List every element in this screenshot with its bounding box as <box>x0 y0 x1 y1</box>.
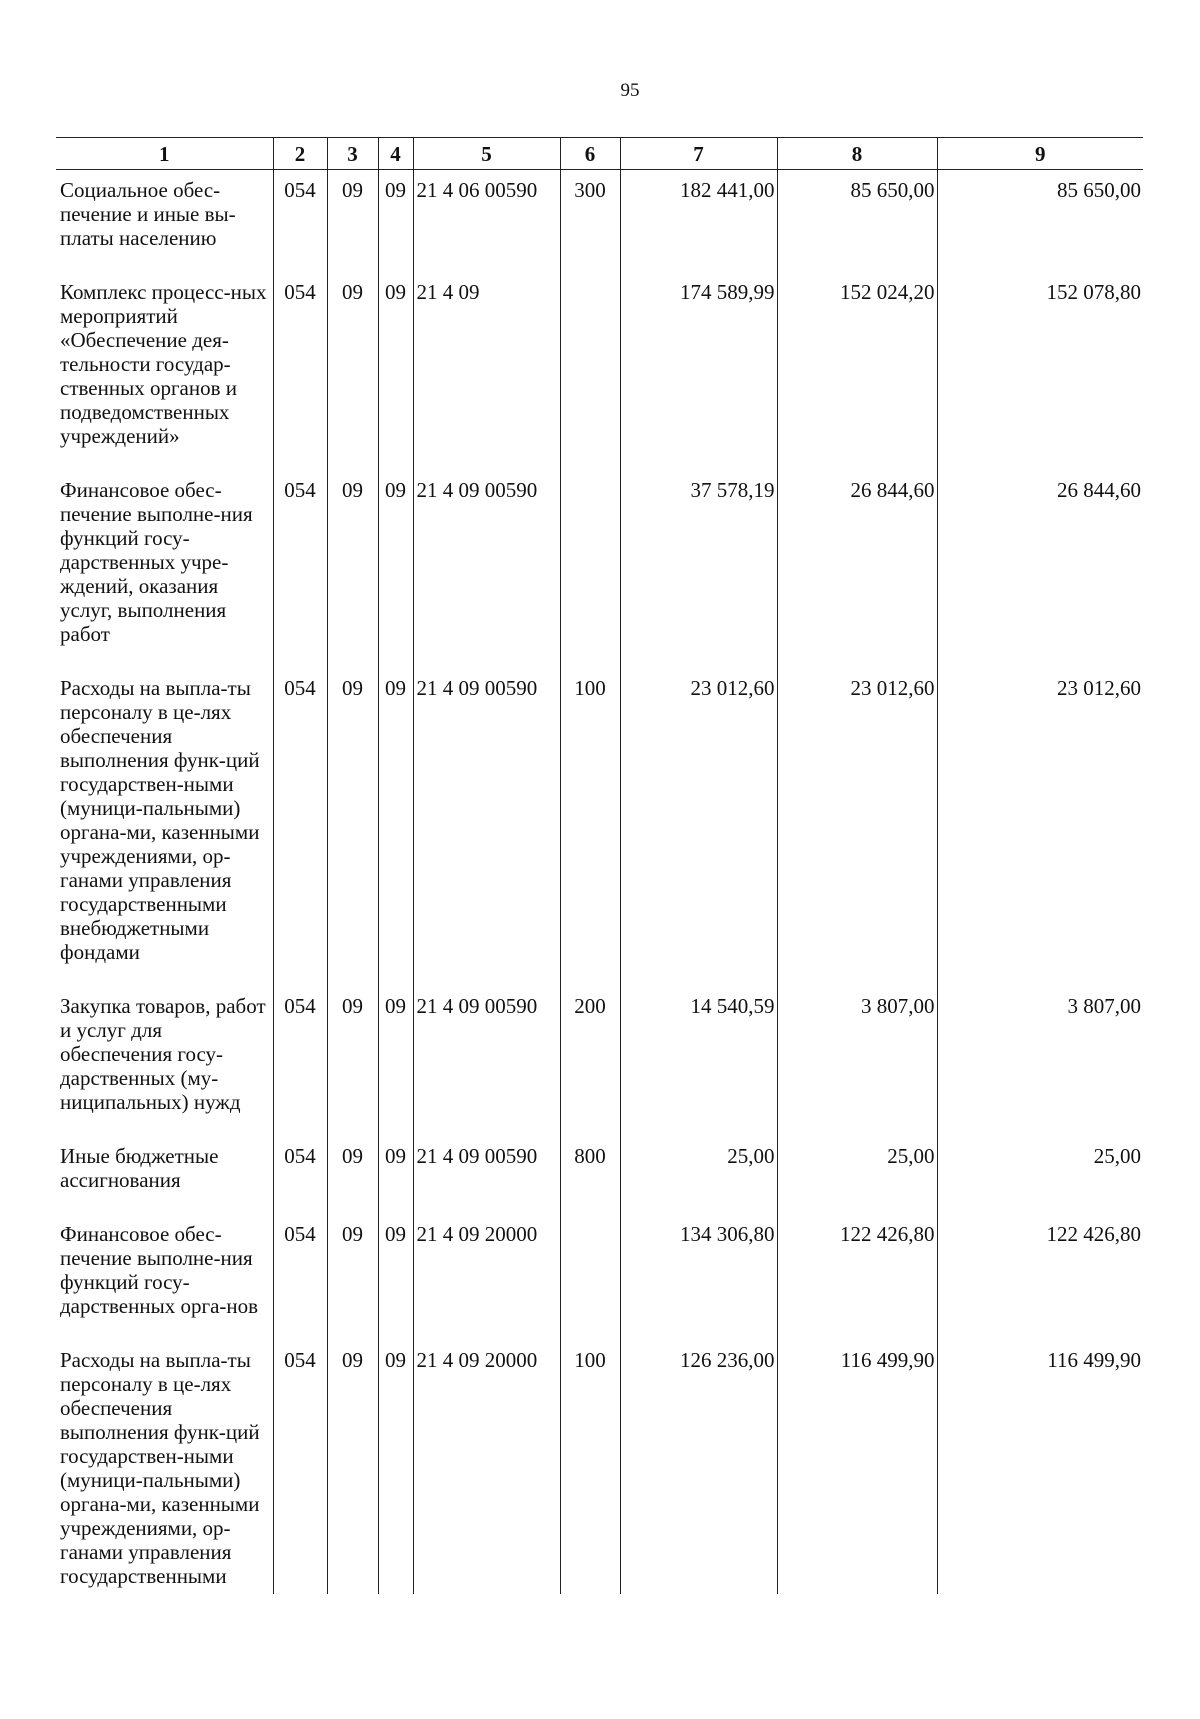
table-row <box>56 1340 1143 1594</box>
col-target-article: 21 4 09 20000 <box>413 1214 560 1340</box>
table-row <box>56 470 1143 668</box>
col-section: 09 <box>327 170 378 273</box>
col-section: 09 <box>327 470 378 668</box>
col-expense-type: 800 <box>560 1136 620 1214</box>
table-row <box>56 986 1143 1136</box>
header-cell-5: 5 <box>413 138 560 170</box>
col-amount-2: 116 499,90 <box>777 1340 937 1594</box>
col-amount-1: 182 441,00 <box>620 170 777 273</box>
col-subsection: 09 <box>378 668 413 986</box>
header-cell-2: 2 <box>273 138 327 170</box>
header-cell-6: 6 <box>560 138 620 170</box>
col-amount-2: 85 650,00 <box>777 170 937 273</box>
header-cell-9: 9 <box>937 138 1143 170</box>
col-name: Финансовое обес-печение выполне-ния функций госу-дарственных орга-нов <box>60 1222 259 1318</box>
col-ministry: 054 <box>273 1340 327 1594</box>
table-row <box>56 272 1143 470</box>
col-amount-1: 126 236,00 <box>620 1340 777 1594</box>
col-name: Финансовое обес-печение выполне-ния функций госу-дарственных учре-ждений, оказания услуг, выполнения работ <box>60 478 253 646</box>
table-body <box>56 170 1143 1595</box>
header-cell-8: 8 <box>777 138 937 170</box>
col-amount-3: 152 078,80 <box>937 272 1143 470</box>
budget-table <box>56 137 1143 1594</box>
col-name: Расходы на выпла-ты персоналу в це-лях обеспечения выполнения функ-ций государствен-ными (муници-пальными) органа-ми, казенными учреждениями, ор-ганами управления государственными внебюджетными фондами <box>60 676 260 964</box>
col-expense-type <box>560 272 620 470</box>
table-row <box>56 170 1143 273</box>
col-subsection: 09 <box>378 986 413 1136</box>
header-cell-3: 3 <box>327 138 378 170</box>
col-expense-type: 100 <box>560 668 620 986</box>
col-subsection: 09 <box>378 1136 413 1214</box>
col-section: 09 <box>327 986 378 1136</box>
col-subsection: 09 <box>378 272 413 470</box>
col-target-article: 21 4 06 00590 <box>413 170 560 273</box>
col-name: Закупка товаров, работ и услуг для обеспечения госу-дарственных (му-ниципальных) нужд <box>60 994 266 1114</box>
table-row <box>56 1136 1143 1214</box>
table-row <box>56 668 1143 986</box>
col-section: 09 <box>327 1340 378 1594</box>
col-amount-3: 122 426,80 <box>937 1214 1143 1340</box>
col-section: 09 <box>327 668 378 986</box>
col-amount-3: 26 844,60 <box>937 470 1143 668</box>
col-subsection: 09 <box>378 1340 413 1594</box>
col-amount-2: 3 807,00 <box>777 986 937 1136</box>
col-section: 09 <box>327 1214 378 1340</box>
col-ministry: 054 <box>273 1214 327 1340</box>
col-target-article: 21 4 09 00590 <box>413 986 560 1136</box>
col-target-article: 21 4 09 00590 <box>413 1136 560 1214</box>
col-ministry: 054 <box>273 170 327 273</box>
col-ministry: 054 <box>273 668 327 986</box>
col-ministry: 054 <box>273 986 327 1136</box>
col-amount-1: 134 306,80 <box>620 1214 777 1340</box>
col-section: 09 <box>327 272 378 470</box>
col-ministry: 054 <box>273 272 327 470</box>
header-cell-1: 1 <box>56 138 273 170</box>
col-target-article: 21 4 09 <box>413 272 560 470</box>
table-header <box>56 138 1143 170</box>
col-target-article: 21 4 09 00590 <box>413 470 560 668</box>
col-section: 09 <box>327 1136 378 1214</box>
col-expense-type: 300 <box>560 170 620 273</box>
col-amount-3: 85 650,00 <box>937 170 1143 273</box>
col-amount-1: 23 012,60 <box>620 668 777 986</box>
col-expense-type <box>560 470 620 668</box>
col-amount-3: 23 012,60 <box>937 668 1143 986</box>
col-amount-1: 14 540,59 <box>620 986 777 1136</box>
col-name: Иные бюджетные ассигнования <box>60 1144 219 1192</box>
col-amount-1: 25,00 <box>620 1136 777 1214</box>
page-number: 95 <box>620 80 640 101</box>
header-cell-7: 7 <box>620 138 777 170</box>
col-target-article: 21 4 09 20000 <box>413 1340 560 1594</box>
col-name: Расходы на выпла-ты персоналу в це-лях обеспечения выполнения функ-ций государствен-ными (муници-пальными) органа-ми, казенными учреждениями, ор-ганами управления государственными <box>60 1348 260 1588</box>
col-amount-3: 25,00 <box>937 1136 1143 1214</box>
col-expense-type: 200 <box>560 986 620 1136</box>
col-target-article: 21 4 09 00590 <box>413 668 560 986</box>
col-amount-3: 3 807,00 <box>937 986 1143 1136</box>
col-name: Социальное обес-печение и иные вы-платы населению <box>60 178 236 250</box>
col-subsection: 09 <box>378 1214 413 1340</box>
col-ministry: 054 <box>273 470 327 668</box>
col-amount-2: 152 024,20 <box>777 272 937 470</box>
header-row <box>56 138 1143 170</box>
col-subsection: 09 <box>378 470 413 668</box>
col-subsection: 09 <box>378 170 413 273</box>
col-amount-2: 26 844,60 <box>777 470 937 668</box>
col-amount-3: 116 499,90 <box>937 1340 1143 1594</box>
col-amount-2: 25,00 <box>777 1136 937 1214</box>
header-cell-4: 4 <box>378 138 413 170</box>
col-expense-type: 100 <box>560 1340 620 1594</box>
col-amount-1: 174 589,99 <box>620 272 777 470</box>
col-amount-1: 37 578,19 <box>620 470 777 668</box>
col-expense-type <box>560 1214 620 1340</box>
col-amount-2: 122 426,80 <box>777 1214 937 1340</box>
col-name: Комплекс процесс-ных мероприятий «Обеспечение дея-тельности государ-ственных органов и подведомственных учреждений» <box>60 280 267 448</box>
col-ministry: 054 <box>273 1136 327 1214</box>
table-row <box>56 1214 1143 1340</box>
col-amount-2: 23 012,60 <box>777 668 937 986</box>
